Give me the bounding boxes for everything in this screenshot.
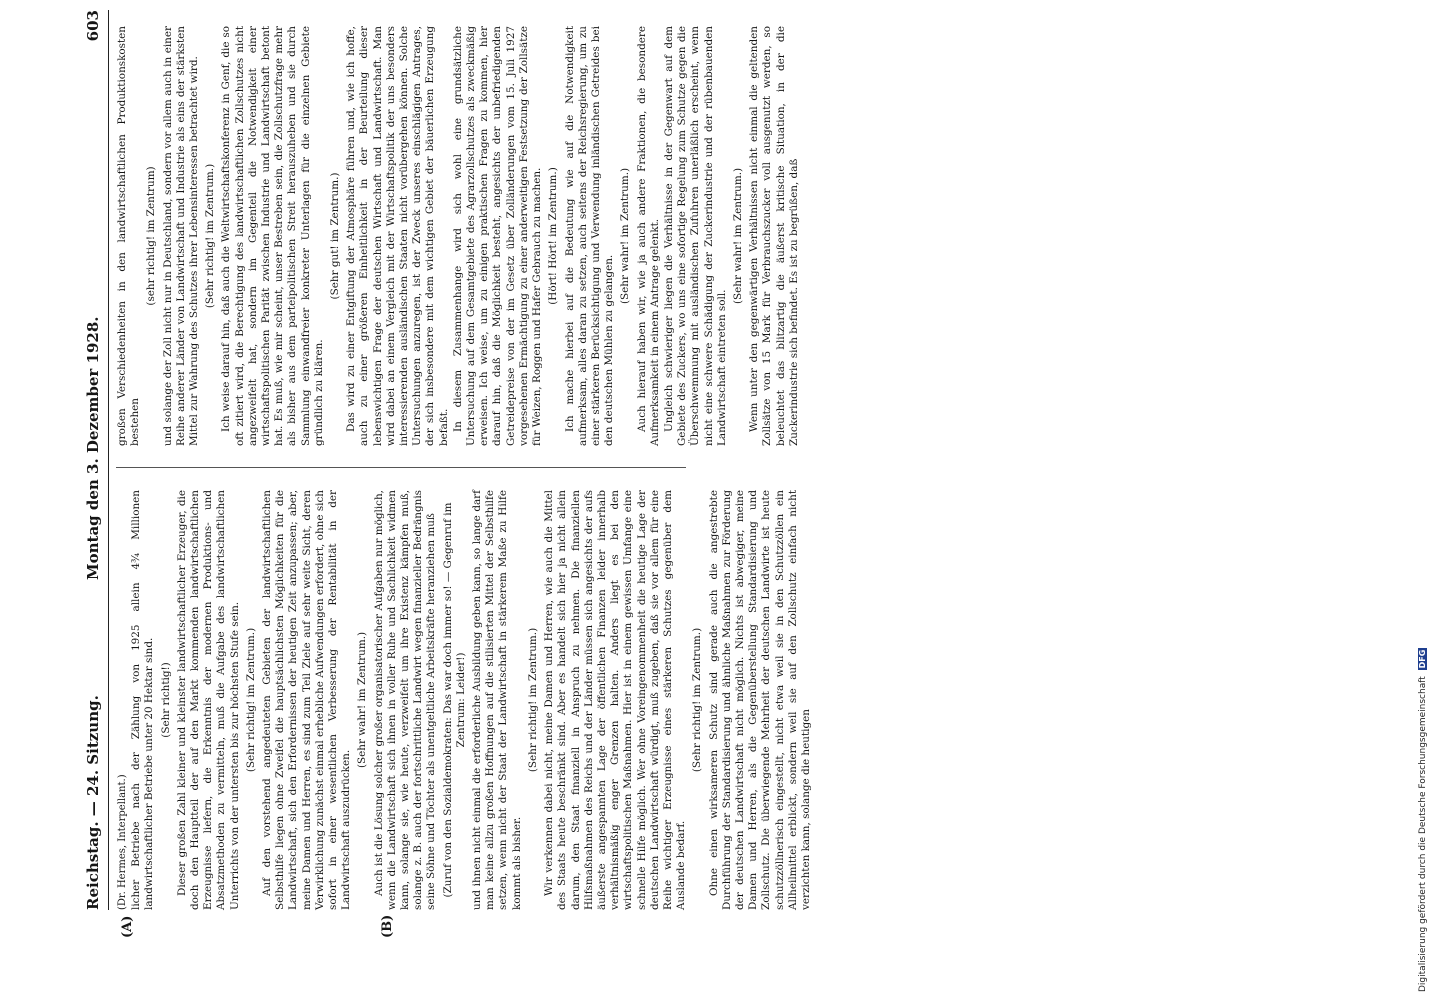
paragraph: Wir verkennen dabei nicht, meine Damen und Herren, wie auch die Mittel des Staats heute beschränkt sind. Aber es handelt sich hier ja nicht allein darum, den Staat finanziell in Anspruch zu nehmen. Die finanziellen Hilfsmaßnahmen des Reichs und der Länder müssen sich angesichts der aufs äußerste angespannten Lage der öffentlichen Finanzen leider innerhalb verhältnismäßig enger Grenzen halten. Anders liegt es bei den wirtschaftspolitischen Maßnahmen. Hier ist in einem gewissen Umfange eine schnelle Hilfe möglich. Wer ohne Voreingenommenheit die heutige Lage der deutschen Landwirtschaft würdigt, muß zugeben, daß sie vor allem für eine Reihe wichtiger Erzeugnisse eines stärkeren Schutzes gegenüber dem Auslande bedarf.: [543, 490, 688, 910]
paragraph: Dieser großen Zahl kleiner und kleinster landwirtschaftlicher Erzeuger, die doch den Hauptteil der auf den Markt kommenden landwirtschaftlichen Erzeugnisse liefern, die Erkenntnis der modernen Produktions- und Absatzmethoden zu vermitteln, muß die Aufgabe des landwirtschaftlichen Unterrichts von der untersten bis zur höchsten Stufe sein.: [175, 490, 241, 910]
margin-marker-a: (A): [120, 915, 135, 938]
interjection: (Sehr richtig! im Zentrum.): [204, 163, 217, 309]
right-column: [116, 26, 800, 446]
digitization-credit-text: Digitalisierung gefördert durch die Deutsche Forschungsgemeinschaft: [1418, 676, 1428, 992]
interjection: (Sehr gut! im Zentrum.): [329, 172, 342, 300]
margin-marker-b: (B): [380, 914, 395, 938]
interjection: (Sehr richtig! im Zentrum.): [691, 627, 704, 773]
interjection: (Zuruf von den Sozialdemokraten: Das war doch immer so! — Gegenruf im Zentrum: Leider!): [441, 502, 467, 898]
left-column: [116, 490, 812, 910]
interjection: (sehr richtig! im Zentrum): [145, 166, 158, 306]
interjection: (Sehr wahr! im Zentrum.): [356, 631, 369, 769]
paragraph: In diesem Zusammenhange wird sich wohl eine grundsätzliche Untersuchung auf dem Gesamtgebiete des Agrarzollschutzes als zweckmäßig erweisen. Ich weise, um zu einigen praktischen Fragen zu kommen, hier darauf hin, daß die Möglichkeit besteht, angesichts der unbefriedigenden Getreidepreise von der im Gesetz über Zolländerungen vom 15. Juli 1927 vorgesehenen Ermächtigung zu einer anderweitigen Festsetzung der Zollsätze für Weizen, Roggen und Hafer Gebrauch zu machen.: [451, 26, 544, 446]
interjection: (Sehr wahr! im Zentrum.): [731, 167, 744, 305]
paragraph: und ihnen nicht einmal die erforderliche Ausbildung geben kann, so lange darf man keine allzu großen Hoffnungen auf die stilisierten Mittel der Selbsthilfe setzen, wenn nicht der Staat der Landwirtschaft in stärkerem Maße zu Hilfe kommt als bisher.: [471, 490, 523, 910]
dfg-logo: DFG: [1418, 649, 1427, 669]
paragraph: Ich weise darauf hin, daß auch die Weltwirtschaftskonferenz in Genf, die so oft zitiert wird, die Berechtigung des landwirtschaftlichen Zollschutzes nicht angezweifelt hat, sondern im Gegenteil die Notwendigkeit einer wirtschaftspolitischen Parität zwischen Industrie und Landwirtschaft betont hat. Es muß, wie mir scheint, unser Bestreben sein, die Zollschutzfrage mehr als bisher aus dem parteipolitischen Streit herauszuheben und sie durch Sammlung einwandfreier konkreter Unterlagen für die einzelnen Gebiete gründlich zu klären.: [220, 26, 325, 446]
speaker-label: (Dr. Hermes, Interpellant.): [117, 774, 128, 910]
paragraph: Auch ist die Lösung solcher großer organisatorischer Aufgaben nur möglich, wenn die Landwirtschaft sich ihnen in voller Ruhe und Sachlichkeit widmen kann, solange sie, wie heute, verzweifelt um ihre Existenz kämpfen muß, solange z. B. auch der fortschrittliche Landwirt wegen finanzieller Bedrängnis seine Söhne und Töchter als unentgeltliche Arbeitskräfte heranziehen muß: [372, 490, 438, 910]
running-head-date: Montag den 3. Dezember 1928.: [84, 316, 102, 580]
interjection: (Sehr richtig!): [159, 662, 172, 738]
paragraph: großen Verschiedenheiten in den landwirtschaftlichen Produktionskosten bestehen: [116, 26, 142, 446]
paragraph: Das wird zu einer Entgiftung der Atmosphäre führen und, wie ich hoffe, auch zu einer größeren Einheitlichkeit in der Beurteilung dieser lebenswichtigen Frage der deutschen Wirtschaft und Landwirtschaft. Man wird dabei an einem Vergleich mit der Wirtschaftspolitik der uns besonders interessierenden ausländischen Staaten nicht vorübergehen können. Solche Untersuchungen anzuregen, ist der Zweck unseres einschlägigen Antrages, der sich insbesondere mit dem wichtigen Gebiet der bäuerlichen Erzeugung befaßt.: [345, 26, 450, 446]
running-head: [80, 10, 109, 910]
paragraph: Ohne einen wirksameren Schutz sind gerade auch die angestrebte Durchführung der Standardisierung und ähnliche Maßnahmen zur Förderung der deutschen Landwirtschaft nicht möglich. Nichts ist abwegiger, meine Damen und Herren, als die Gegenüberstellung Standardisierung und Zollschutz. Die überwiegende Mehrheit der deutschen Landwirte ist heute schutzzöllnerisch eingestellt, nicht etwa weil sie in den Schutzzöllen ein Allheilmittel erblickt, sondern weil sie auf den Zollschutz einfach nicht verzichten kann, solange die heutigen: [707, 490, 812, 910]
paragraph: Auf den vorstehend angedeuteten Gebieten der landwirtschaftlichen Selbsthilfe liegen ohne Zweifel die hauptsächlichsten Möglichkeiten für die Landwirtschaft, sich den Erfordernissen der heutigen Zeit anzupassen; aber, meine Damen und Herren, es sind zum Teil Ziele auf sehr weite Sicht, deren Verwirklichung zunächst einmal erhebliche Aufwendungen erfordert, ohne sich sofort in einer wesentlichen Verbesserung der Rentabilität in der Landwirtschaft auszudrücken.: [261, 490, 353, 910]
interjection: (Sehr richtig! im Zentrum.): [526, 627, 539, 773]
paragraph: licher Betriebe nach der Zählung von 1925 allein 4¾ Millionen landwirtschaftlicher Betriebe unter 20 Hektar sind.: [130, 490, 156, 910]
paragraph: und solange der Zoll nicht nur in Deutschland, sondern vor allem auch in einer Reihe anderer Länder von Landwirtschaft und Industrie als eins der stärksten Mittel zur Wahrung des Schutzes ihrer Lebensinteressen betrachtet wird.: [161, 26, 201, 446]
interjection: (Hört! Hört! im Zentrum.): [547, 167, 560, 305]
paragraph: Wenn unter den gegenwärtigen Verhältnissen nicht einmal die geltenden Zollsätze von 15 Mark für Verbrauchszucker voll ausgenutzt werden, so beleuchtet das blitzartig die äußerst kritische Situation, in der die Zuckerindustrie sich befindet. Es ist zu begrüßen, daß: [748, 26, 800, 446]
paragraph: Ungleich schwieriger liegen die Verhältnisse in der Gegenwart auf dem Gebiete des Zuckers, wo uns eine sofortige Regelung zum Schutze gegen die Überschwemmung mit ausländischen Zufuhren unerläßlich erscheint, wenn nicht eine schwere Schädigung der Zuckerindustrie und der rübenbauenden Landwirtschaft eintreten soll.: [662, 26, 728, 446]
paragraph: Auch hierauf haben wir, wie ja auch andere Fraktionen, die besondere Aufmerksamkeit in einem Antrage gelenkt.: [635, 26, 661, 446]
digitization-credit: [1418, 648, 1428, 992]
column-divider: [116, 467, 686, 468]
running-head-title: Reichstag. — 24. Sitzung.: [84, 695, 102, 910]
page-number: 603: [84, 10, 102, 42]
document-page: [80, 10, 812, 938]
paragraph: Ich mache hierbei auf die Bedeutung wie auf die Notwendigkeit aufmerksam, alles daran zu setzen, auch seitens der Reichsregierung, um zu einer stärkeren Berücksichtigung und Verwendung inländischen Getreides bei den deutschen Mühlen zu gelangen.: [563, 26, 616, 446]
interjection: (Sehr richtig! im Zentrum.): [244, 627, 257, 773]
interjection: (Sehr wahr! im Zentrum.): [619, 167, 632, 305]
